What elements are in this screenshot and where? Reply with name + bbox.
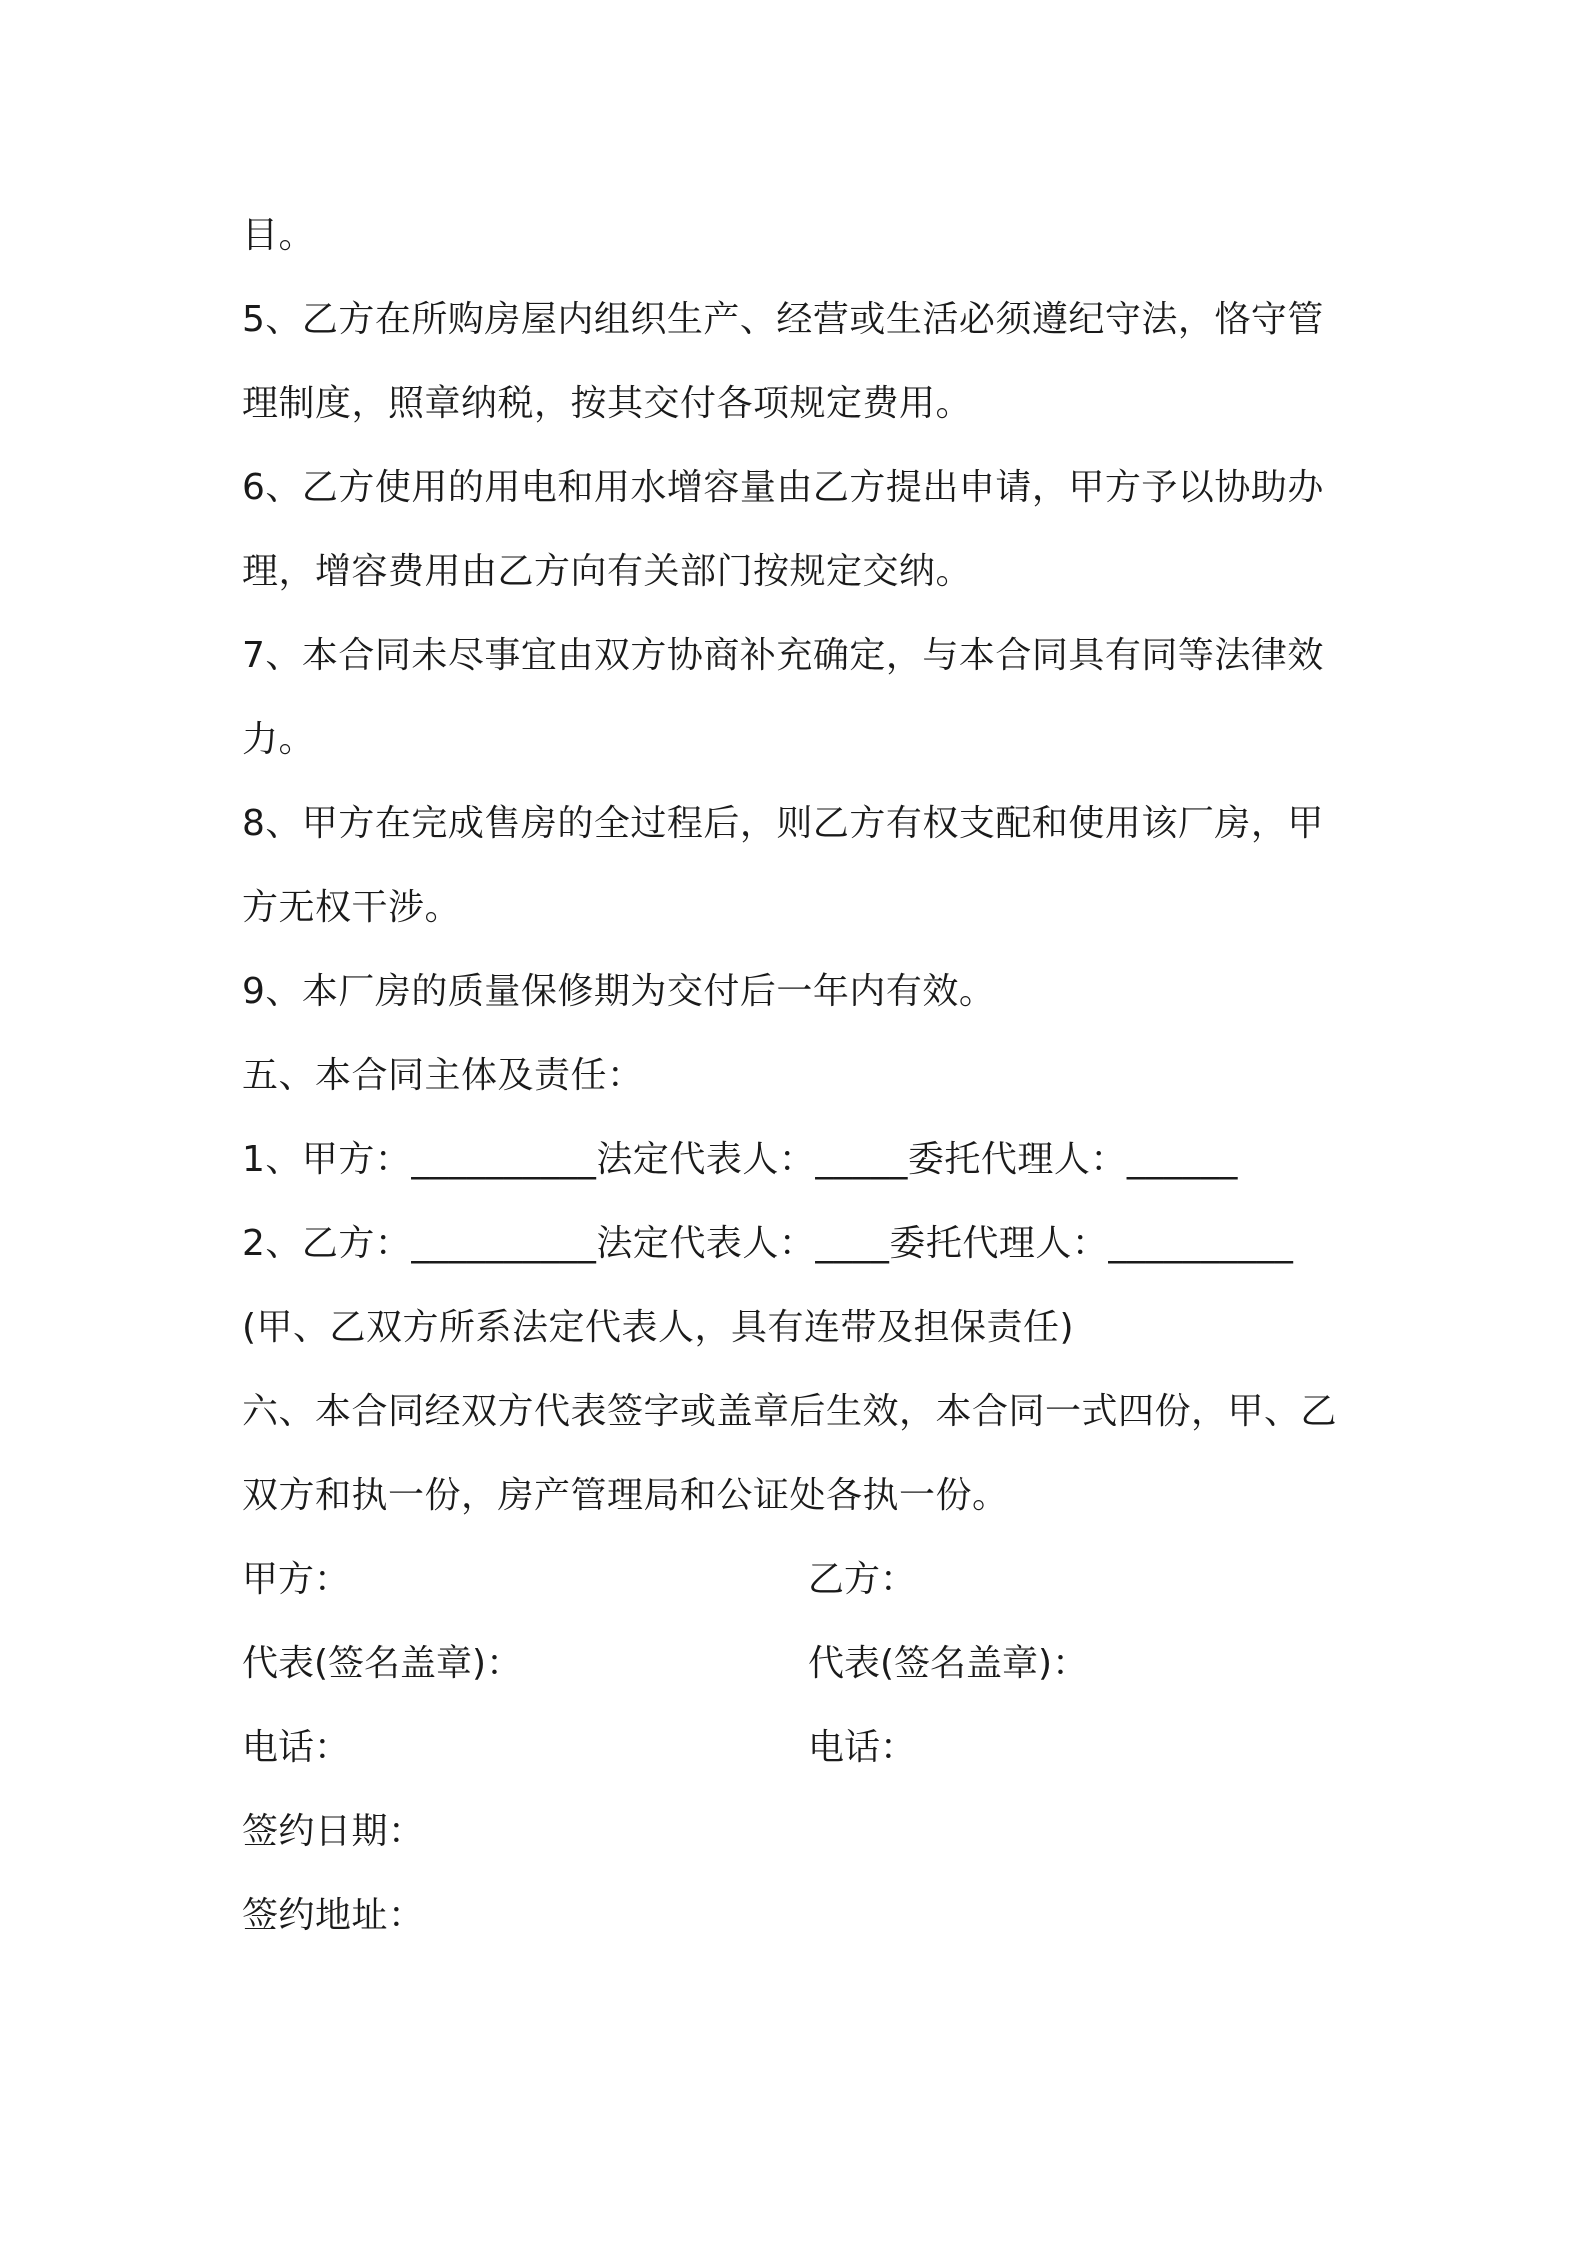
sign-address-label: 签约地址：: [242, 1895, 425, 1936]
signature-row-representative: [242, 1622, 1360, 1706]
party-a-fields: 1、甲方：__________法定代表人：_____委托代理人：______: [242, 1139, 1238, 1180]
clause-9: 9、本厂房的质量保修期为交付后一年内有效。: [242, 971, 996, 1012]
text-line: 目。: [242, 215, 316, 256]
party-b-representative-label: 代表(签名盖章)：: [808, 1643, 1089, 1684]
document-body: [242, 194, 1360, 1958]
party-a-representative-label: 代表(签名盖章)：: [242, 1643, 523, 1684]
party-a-phone-label: 电话：: [242, 1727, 351, 1768]
signature-row-phone: [242, 1706, 1360, 1790]
party-b-phone-label: 电话：: [808, 1727, 917, 1768]
clause-6-line-2: 理，增容费用由乙方向有关部门按规定交纳。: [242, 551, 973, 592]
party-b-label: 乙方：: [808, 1559, 917, 1600]
section-5-heading: 五、本合同主体及责任：: [242, 1055, 644, 1096]
clause-7-line-2: 力。: [242, 719, 316, 760]
clause-7-line-1: 7、本合同未尽事宜由双方协商补充确定，与本合同具有同等法律效: [242, 635, 1324, 676]
section-6-line-2: 双方和执一份，房产管理局和公证处各执一份。: [242, 1475, 1009, 1516]
sign-date-label: 签约日期：: [242, 1811, 425, 1852]
section-6-line-1: 六、本合同经双方代表签字或盖章后生效，本合同一式四份，甲、乙: [242, 1391, 1338, 1432]
party-a-label: 甲方：: [242, 1559, 351, 1600]
clause-8-line-2: 方无权干涉。: [242, 887, 462, 928]
clause-5-line-1: 5、乙方在所购房屋内组织生产、经营或生活必须遵纪守法，恪守管: [242, 299, 1324, 340]
signature-row-party: [242, 1538, 1360, 1622]
party-b-fields: 2、乙方：__________法定代表人：____委托代理人：__________: [242, 1223, 1294, 1264]
clause-5-line-2: 理制度，照章纳税，按其交付各项规定费用。: [242, 383, 973, 424]
clause-8-line-1: 8、甲方在完成售房的全过程后，则乙方有权支配和使用该厂房，甲: [242, 803, 1324, 844]
liability-note: (甲、乙双方所系法定代表人，具有连带及担保责任): [242, 1307, 1075, 1348]
clause-6-line-1: 6、乙方使用的用电和用水增容量由乙方提出申请，甲方予以协助办: [242, 467, 1324, 508]
